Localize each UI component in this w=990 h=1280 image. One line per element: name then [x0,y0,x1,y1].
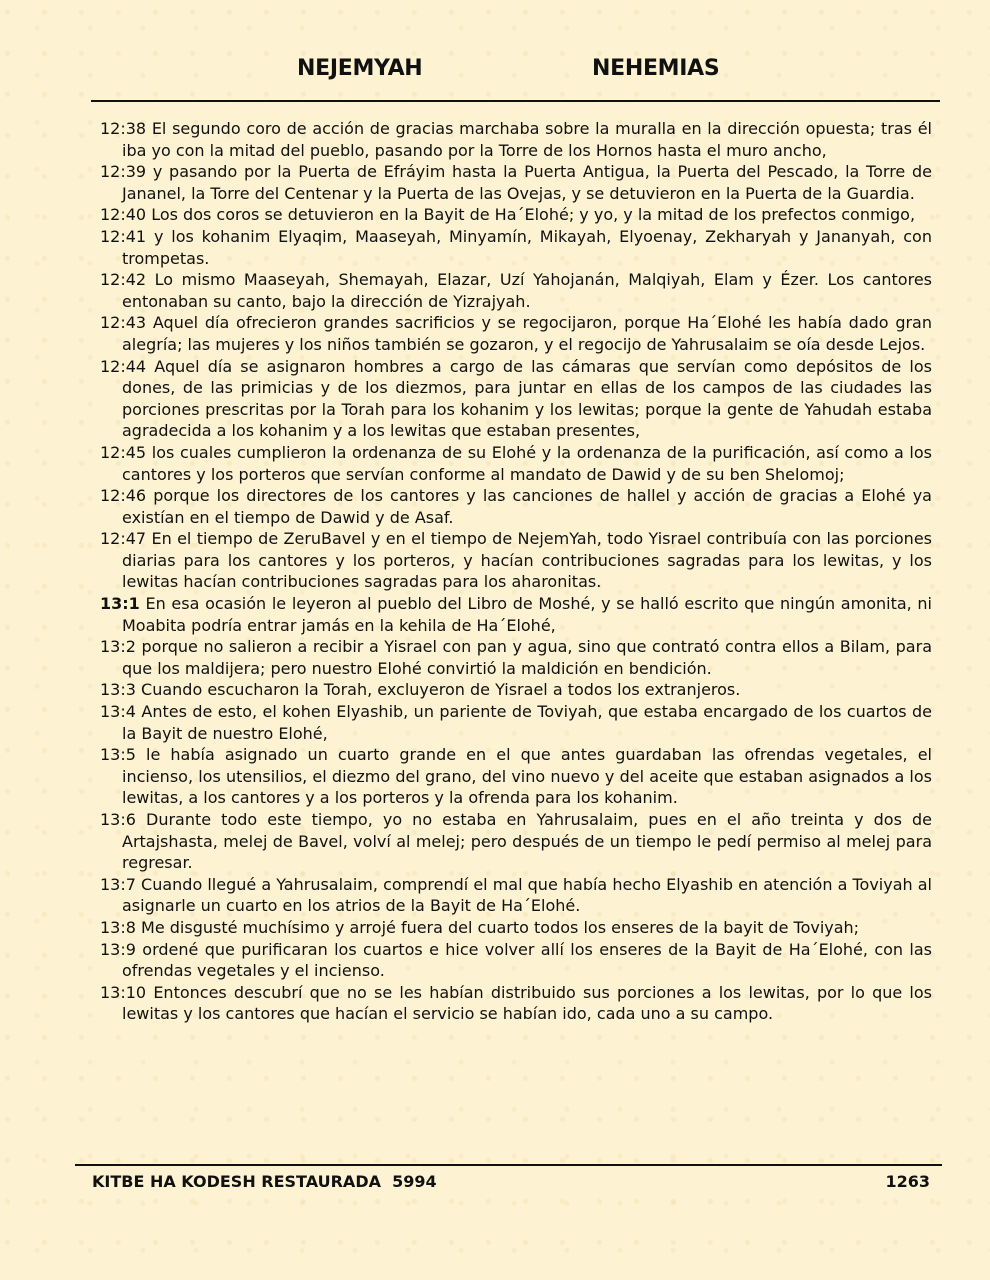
verse [100,809,932,874]
verse-text: Durante todo este tiempo, yo no estaba en Yahrusalaim, pues en el año treinta y dos de Artajshasta, melej de Bavel, volví al melej; pero después de un tiempo le pedí permiso al melej para regresar. [122,810,932,873]
verse-text: Cuando escucharon la Torah, excluyeron de Yisrael a todos los extranjeros. [141,680,741,700]
verse-ref: 12:42 [100,270,147,290]
page-header [0,56,990,92]
verse-text: y pasando por la Puerta de Efráyim hasta la Puerta Antigua, la Puerta del Pescado, la Torre de Jananel, la Torre del Centenar y la Puerta de las Ovejas, y se detuvieron en la Puerta de la Guardia. [122,162,932,203]
verse-text: En el tiempo de ZeruBavel y en el tiempo de NejemYah, todo Yisrael contribuía con las porciones diarias para los cantores y los porteros, y hacían contribuciones sagradas para los lewitas, y los lewitas hacían contribuciones sagradas para los aharonitas. [122,529,932,592]
verse-ref: 12:46 [100,486,147,506]
verse [100,161,932,204]
verse-text: En esa ocasión le leyeron al pueblo del Libro de Moshé, y se halló escrito que ningún amonita, ni Moabita podría entrar jamás en la kehila de Ha´Elohé, [122,594,933,635]
verse [100,442,932,485]
verse-text: El segundo coro de acción de gracias marchaba sobre la muralla en la dirección opuesta; tras él iba yo con la mitad del pueblo, pasando por la Torre de los Hornos hasta el muro ancho, [122,119,932,160]
verse-ref: 12:43 [100,313,147,333]
verse-ref: 13:9 [100,939,136,959]
verse-ref: 12:44 [100,356,147,376]
verse-text: ordené que purificaran los cuartos e hice volver allí los enseres de la Bayit de Ha´Elohé, con las ofrendas vegetales y el incienso. [122,939,932,981]
verse-ref: 12:47 [100,529,147,549]
verse [100,528,932,593]
verse-text: los cuales cumplieron la ordenanza de su Elohé y la ordenanza de la purificación, así como a los cantores y los porteros que servían conforme al mandato de Dawid y de su ben Shelomoj; [122,442,932,484]
verse [100,636,932,679]
verse-ref: 12:39 [100,162,147,182]
verse [100,939,932,982]
verse-ref: 13:2 [100,637,136,657]
verse [100,312,932,355]
verse-ref: 13:8 [100,917,136,937]
verse-text: le había asignado un cuarto grande en el que antes guardaban las ofrendas vegetales, el incienso, los utensilios, el diezmo del grano, del vino nuevo y del aceite que estaban asignados a los lewitas, a los cantores y a los porteros y la ofrenda para los kohanim. [122,745,933,808]
verse-ref: 12:45 [100,442,147,462]
verse-ref: 12:40 [100,205,147,225]
verse-text: y los kohanim Elyaqim, Maaseyah, Minyamín, Mikayah, Elyoenay, Zekharyah y Jananyah, con trompetas. [122,226,932,268]
verse [100,226,932,269]
verse [100,356,932,442]
verse [100,485,932,528]
header-rule [91,100,940,102]
verse-ref: 12:41 [100,226,147,246]
verse-ref: 13:3 [100,680,136,700]
verse [100,982,932,1025]
verse-text: Antes de esto, el kohen Elyashib, un pariente de Toviyah, que estaba encargado de los cuartos de la Bayit de nuestro Elohé, [122,702,932,743]
verse-ref: 13:7 [100,874,136,894]
footer-book-title: KITBE HA KODESH RESTAURADA 5994 [92,1172,437,1191]
verse-ref: 12:38 [100,119,147,138]
header-title-spanish: NEHEMIAS [592,56,720,81]
verse-text: porque los directores de los cantores y las canciones de hallel y acción de gracias a Elohé ya existían en el tiempo de Dawid y de Asaf. [122,486,932,527]
verse-text: Aquel día ofrecieron grandes sacrificios y se regocijaron, porque Ha´Elohé les había dado gran alegría; las mujeres y los niños también se gozaron, y el regocijo de Yahrusalaim se oía desde Lejos. [122,313,933,354]
verse [100,593,932,636]
verse-text: Cuando llegué a Yahrusalaim, comprendí el mal que había hecho Elyashib en atención a Toviyah al asignarle un cuarto en los atrios de la Bayit de Ha´Elohé. [122,874,933,916]
verse [100,269,932,312]
verse [100,701,932,744]
verse-ref: 13:1 [100,594,140,614]
verse-ref: 13:5 [100,745,136,765]
verse-list [100,118,932,1025]
verse [100,744,932,809]
verse-ref: 13:10 [100,982,147,1002]
verse-ref: 13:6 [100,810,136,829]
page-number: 1263 [885,1172,930,1191]
verse [100,679,932,701]
verse-text: Los dos coros se detuvieron en la Bayit de Ha´Elohé; y yo, y la mitad de los prefectos conmigo, [151,205,916,225]
verse [100,917,932,939]
verse-text: Me disgusté muchísimo y arrojé fuera del cuarto todos los enseres de la bayit de Toviyah; [141,917,860,937]
verse [100,874,932,917]
header-title-hebrew: NEJEMYAH [297,56,423,81]
verse-ref: 13:4 [100,702,136,722]
verse-text: porque no salieron a recibir a Yisrael con pan y agua, sino que contrató contra ellos a Bilam, para que los maldijera; pero nuestro Elohé convirtió la maldición en bendición. [122,637,932,678]
verse-text: Lo mismo Maaseyah, Shemayah, Elazar, Uzí Yahojanán, Malqiyah, Elam y Ézer. Los cantores entonaban su canto, bajo la dirección de Yizrajyah. [122,270,932,311]
verse [100,204,932,226]
footer-rule [75,1164,942,1166]
verse [100,118,932,161]
verse-text: Entonces descubrí que no se les habían distribuido sus porciones a los lewitas, por lo que los lewitas y los cantores que hacían el servicio se habían ido, cada uno a su campo. [122,982,933,1024]
verse-text: Aquel día se asignaron hombres a cargo de las cámaras que servían como depósitos de los dones, de las primicias y de los diezmos, para juntar en ellas de los campos de las ciudades las porciones prescritas por la Torah para los kohanim y los lewitas; porque la gente de Yahudah estaba agradecida a los kohanim y a los lewitas que estaban presentes, [122,356,933,441]
